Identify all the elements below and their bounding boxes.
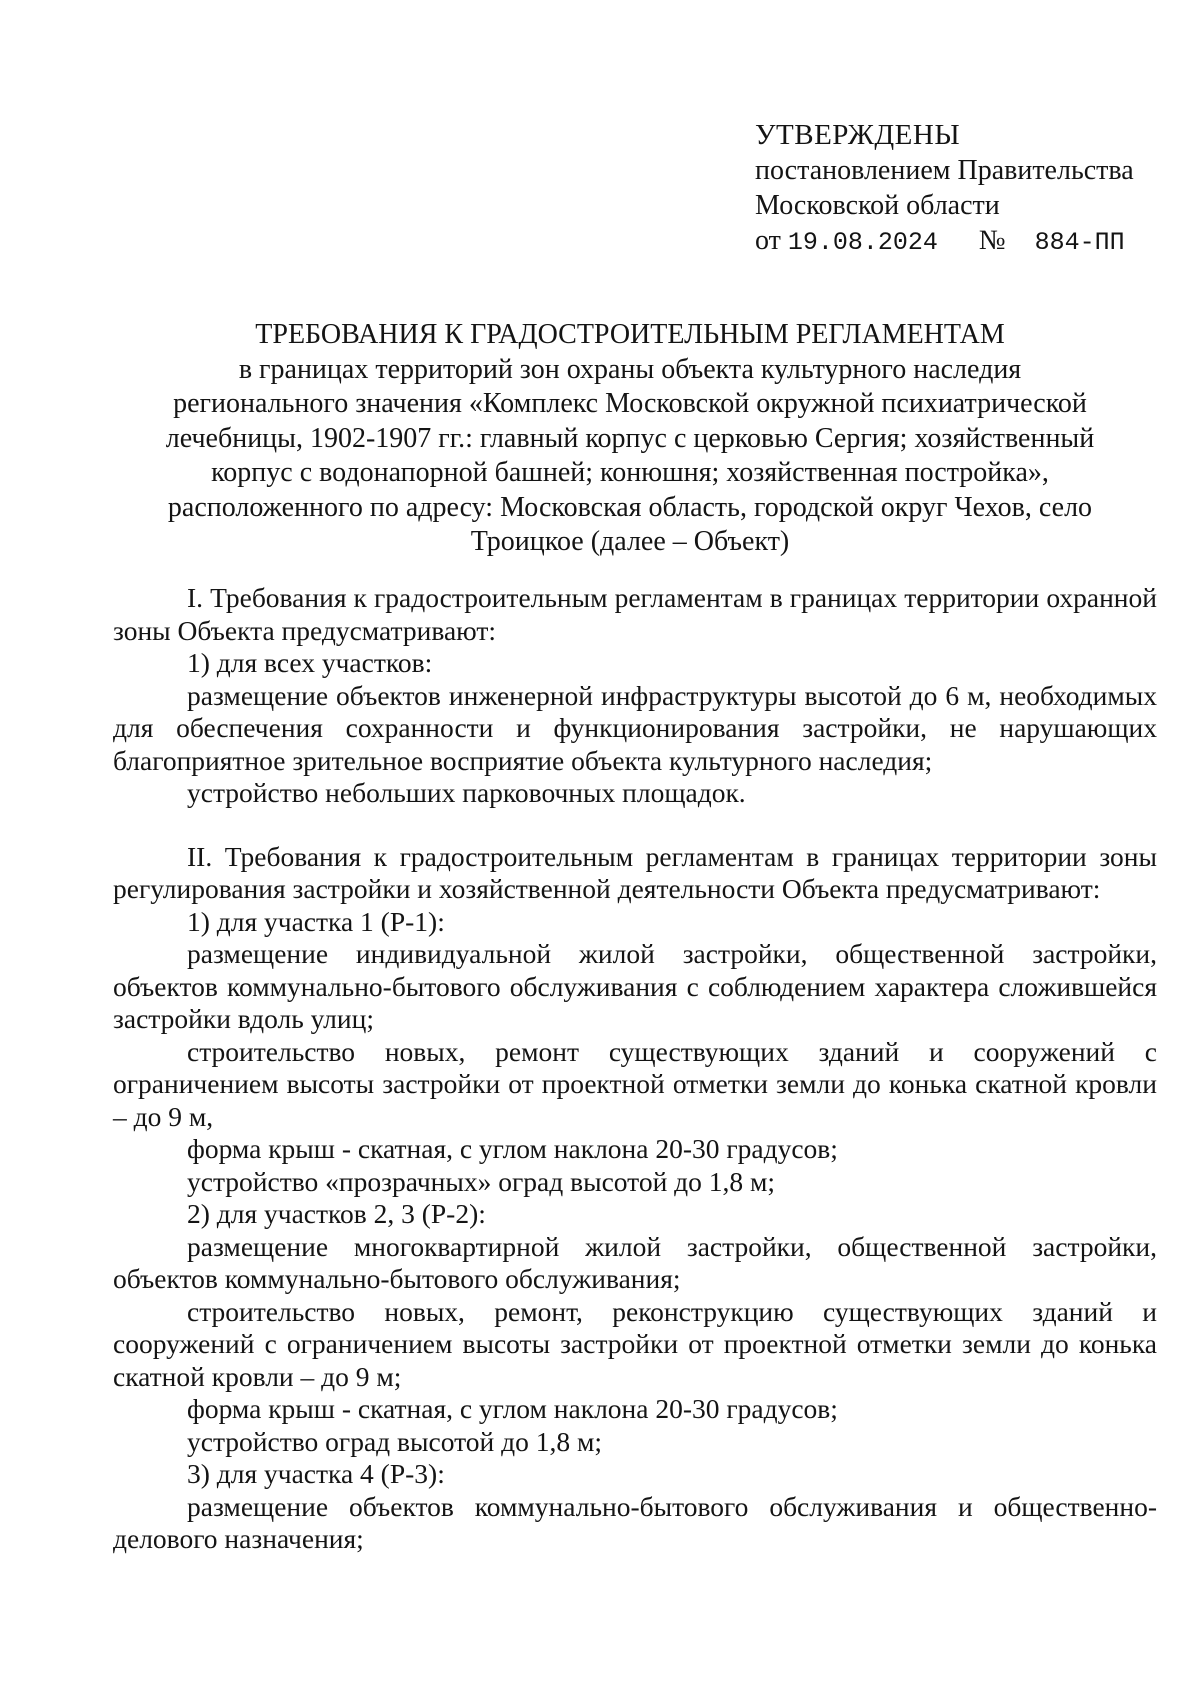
title-line: в границах территорий зон охраны объекта культурного наследия <box>238 353 1022 385</box>
section-1-item-1-paragraph: размещение объектов инженерной инфраструктуры высотой до 6 м, необходимых для обеспечения сохранности и функционирования застройки, не нарушающих благоприятное зрительное восприятие объекта культурного наследия; <box>113 679 1157 776</box>
section-2-item-2-paragraph: форма крыш - скатная, с углом наклона 20-30 градусов; <box>187 1393 838 1424</box>
section-2-intro: II. Требования к градостроительным регламентам в границах территории зоны регулирования застройки и хозяйственной деятельности Объекта предусматривают: <box>113 840 1157 904</box>
approval-date: 19.08.2024 <box>787 228 938 257</box>
number-sign: № <box>978 225 1006 256</box>
section-gap <box>113 810 1157 841</box>
document-title <box>130 318 1130 560</box>
section-2-item-2-paragraph: размещение многоквартирной жилой застройки, общественной застройки, объектов коммунально-бытового обслуживания; <box>113 1230 1157 1294</box>
approval-line-1: постановлением Правительства <box>755 155 1134 186</box>
date-prefix: от <box>755 225 781 256</box>
section-2-item-3-label: 3) для участка 4 (Р-3): <box>187 1458 445 1489</box>
approval-date-line <box>755 223 1134 260</box>
approval-block <box>755 118 1134 260</box>
title-line: лечебницы, 1902-1907 гг.: главный корпус с церковью Сергия; хозяйственный <box>165 422 1095 454</box>
section-2-item-1-paragraph: размещение индивидуальной жилой застройки, общественной застройки, объектов коммунально-бытового обслуживания с соблюдением характера сложившейся застройки вдоль улиц; <box>113 938 1157 1034</box>
section-2-item-2-paragraph: строительство новых, ремонт, реконструкцию существующих зданий и сооружений с ограничением высоты застройки от проектной отметки земли до конька скатной кровли – до 9 м; <box>113 1295 1157 1392</box>
section-2-item-1-paragraph: строительство новых, ремонт существующих зданий и сооружений с ограничением высоты застройки от проектной отметки земли до конька скатной кровли – до 9 м, <box>113 1035 1157 1132</box>
section-2-item-2-label: 2) для участков 2, 3 (Р-2): <box>187 1198 486 1229</box>
section-1-item-1-paragraph: устройство небольших парковочных площадок. <box>187 777 746 808</box>
section-2-item-1-label: 1) для участка 1 (Р-1): <box>187 905 445 937</box>
approval-number: 884-ПП <box>1034 228 1125 257</box>
title-line: регионального значения «Комплекс Московской окружной психиатрической <box>173 388 1087 419</box>
section-2-item-1-paragraph: форма крыш - скатная, с углом наклона 20-30 градусов; <box>187 1133 838 1164</box>
title-heading: ТРЕБОВАНИЯ К ГРАДОСТРОИТЕЛЬНЫМ РЕГЛАМЕНТАМ <box>255 319 1005 350</box>
title-line: корпус с водонапорной башней; конюшня; хозяйственная постройка», <box>211 457 1049 488</box>
section-1-intro: I. Требования к градостроительным регламентам в границах территории охранной зоны Объекта предусматривают: <box>113 582 1157 646</box>
document-body <box>113 582 1157 1556</box>
approval-line-2: Московской области <box>755 190 1000 221</box>
section-2-item-3-paragraph: размещение объектов коммунально-бытового обслуживания и общественно-делового назначения; <box>113 1490 1157 1554</box>
title-line: расположенного по адресу: Московская область, городской округ Чехов, село <box>167 491 1093 523</box>
section-2-item-1-paragraph: устройство «прозрачных» оград высотой до 1,8 м; <box>187 1165 776 1197</box>
section-1-item-1-label: 1) для всех участков: <box>187 647 433 678</box>
approval-heading: УТВЕРЖДЕНЫ <box>755 119 961 151</box>
title-line: Троицкое (далее – Объект) <box>470 526 790 557</box>
section-2-item-2-paragraph: устройство оград высотой до 1,8 м; <box>187 1425 602 1457</box>
